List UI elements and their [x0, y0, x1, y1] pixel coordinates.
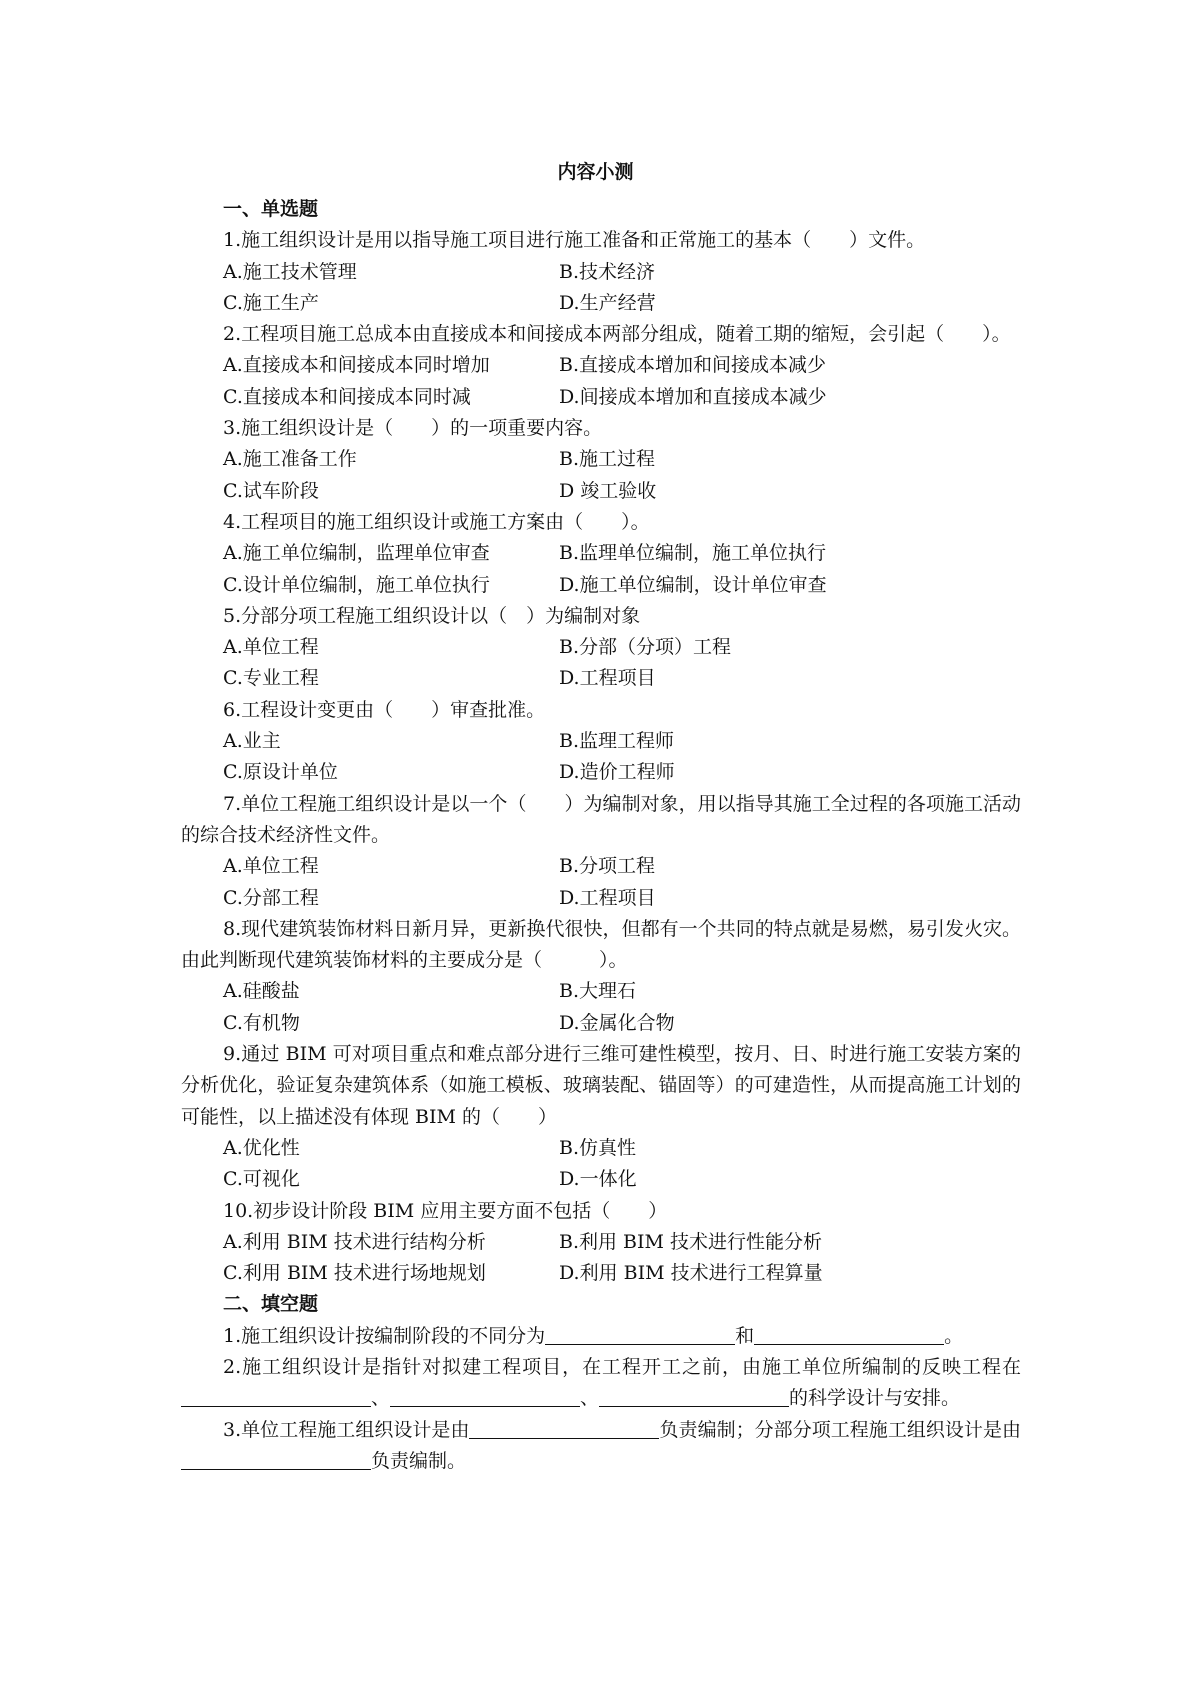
question-text: 2.工程项目施工总成本由直接成本和间接成本两部分组成，随着工期的缩短，会引起（ ）。 — [223, 323, 1011, 346]
fill-question — [181, 1415, 1021, 1478]
option-row — [181, 476, 1021, 507]
option-row — [181, 726, 1021, 757]
document-title: 内容小测 — [557, 161, 634, 183]
option-b: B.分部（分项）工程 — [559, 636, 732, 659]
option-row — [181, 663, 1021, 694]
question-item — [181, 319, 1021, 413]
answer-blank — [599, 1387, 789, 1407]
fill-text: 1.施工组织设计按编制阶段的不同分为 — [223, 1324, 546, 1347]
fill-text: 和 — [735, 1324, 755, 1347]
answer-blank — [469, 1419, 659, 1439]
option-row — [181, 976, 1021, 1007]
question-text: 7.单位工程施工组织设计是以一个（ ）为编制对象，用以指导其施工全过程的各项施工活动的综合技术经济性文件。 — [181, 792, 1021, 846]
option-d: D 竣工验收 — [559, 479, 657, 502]
answer-blank — [181, 1387, 371, 1407]
fill-question — [181, 1352, 1021, 1415]
option-row — [181, 1227, 1021, 1258]
question-item — [181, 507, 1021, 601]
option-d: D.工程项目 — [559, 667, 656, 690]
question-item — [181, 789, 1021, 914]
option-row — [181, 1258, 1021, 1289]
option-row — [181, 257, 1021, 288]
option-b: B.分项工程 — [559, 855, 656, 878]
option-a: A.优化性 — [223, 1136, 300, 1159]
fill-text: 。 — [944, 1324, 964, 1347]
option-c: C.施工生产 — [223, 291, 319, 314]
question-item — [181, 1039, 1021, 1195]
option-row — [181, 1133, 1021, 1164]
fill-text: 、 — [371, 1387, 391, 1410]
option-b: B.直接成本增加和间接成本减少 — [559, 354, 827, 377]
option-a: A.直接成本和间接成本同时增加 — [223, 354, 490, 377]
option-c: C.有机物 — [223, 1011, 300, 1034]
question-text: 10.初步设计阶段 BIM 应用主要方面不包括（ ） — [223, 1199, 668, 1222]
option-d: D.金属化合物 — [559, 1011, 675, 1034]
option-b: B.监理工程师 — [559, 730, 675, 753]
fill-text: 负责编制。 — [371, 1449, 467, 1472]
option-a: A.利用 BIM 技术进行结构分析 — [223, 1230, 486, 1253]
question-text: 6.工程设计变更由（ ）审查批准。 — [223, 698, 546, 721]
option-row — [181, 444, 1021, 475]
fill-text: 、 — [580, 1387, 600, 1410]
option-c: C.分部工程 — [223, 886, 319, 909]
option-c: C.利用 BIM 技术进行场地规划 — [223, 1262, 486, 1285]
option-d: D.间接成本增加和直接成本减少 — [559, 385, 827, 408]
option-a: A.单位工程 — [223, 636, 319, 659]
section-heading-single-choice: 一、单选题 — [223, 198, 319, 220]
option-row — [181, 350, 1021, 381]
option-a: A.施工技术管理 — [223, 260, 357, 283]
answer-blank — [754, 1325, 944, 1345]
question-item — [181, 1196, 1021, 1290]
option-row — [181, 570, 1021, 601]
fill-text: 负责编制；分部分项工程施工组织设计是由 — [659, 1418, 1021, 1441]
option-a: A.施工单位编制，监理单位审查 — [223, 542, 490, 565]
question-text: 8.现代建筑装饰材料日新月异，更新换代很快，但都有一个共同的特点就是易燃，易引发火灾。由此判断现代建筑装饰材料的主要成分是（ ）。 — [181, 917, 1021, 972]
option-row — [181, 382, 1021, 413]
option-a: A.硅酸盐 — [223, 980, 300, 1003]
document-body — [181, 194, 1021, 1477]
question-text: 3.施工组织设计是（ ）的一项重要内容。 — [223, 417, 603, 440]
question-text: 5.分部分项工程施工组织设计以（ ）为编制对象 — [223, 604, 641, 627]
option-a: A.单位工程 — [223, 855, 319, 878]
option-a: A.施工准备工作 — [223, 448, 357, 471]
question-text: 9.通过 BIM 可对项目重点和难点部分进行三维可建性模型，按月、日、时进行施工安装方案的分析优化，验证复杂建筑体系（如施工模板、玻璃装配、锚固等）的可建造性，从而提高施工计划的可能性，以上描述没有体现 BIM 的（ ） — [181, 1043, 1021, 1128]
option-row — [181, 288, 1021, 319]
option-row — [181, 1164, 1021, 1195]
question-text: 4.工程项目的施工组织设计或施工方案由（ ）。 — [223, 510, 650, 533]
question-item — [181, 413, 1021, 507]
option-row — [181, 538, 1021, 569]
answer-blank — [545, 1325, 735, 1345]
question-item — [181, 601, 1021, 695]
option-d: D.施工单位编制，设计单位审查 — [559, 573, 827, 596]
answer-blank — [181, 1450, 371, 1470]
option-a: A.业主 — [223, 730, 281, 753]
option-d: D.造价工程师 — [559, 761, 675, 784]
option-c: C.可视化 — [223, 1168, 300, 1191]
option-b: B.仿真性 — [559, 1136, 637, 1159]
option-row — [181, 883, 1021, 914]
fill-text: 3.单位工程施工组织设计是由 — [223, 1418, 470, 1441]
option-b: B.施工过程 — [559, 448, 656, 471]
option-d: D.生产经营 — [559, 291, 656, 314]
option-d: D.一体化 — [559, 1168, 637, 1191]
option-c: C.直接成本和间接成本同时减 — [223, 385, 471, 408]
answer-blank — [390, 1387, 580, 1407]
option-b: B.大理石 — [559, 980, 637, 1003]
question-item — [181, 225, 1021, 319]
question-text: 1.施工组织设计是用以指导施工项目进行施工准备和正常施工的基本（ ）文件。 — [223, 229, 926, 252]
fill-text: 的科学设计与安排。 — [789, 1387, 961, 1410]
option-c: C.设计单位编制，施工单位执行 — [223, 573, 490, 596]
option-b: B.监理单位编制，施工单位执行 — [559, 542, 827, 565]
option-b: B.利用 BIM 技术进行性能分析 — [559, 1230, 823, 1253]
question-item — [181, 695, 1021, 789]
section-heading-fill-blank: 二、填空题 — [223, 1293, 319, 1316]
option-row — [181, 632, 1021, 663]
fill-question — [181, 1321, 1021, 1352]
option-d: D.利用 BIM 技术进行工程算量 — [559, 1262, 823, 1285]
option-row — [181, 1008, 1021, 1039]
option-d: D.工程项目 — [559, 886, 656, 909]
option-row — [181, 851, 1021, 882]
option-c: C.原设计单位 — [223, 761, 338, 784]
option-b: B.技术经济 — [559, 260, 656, 283]
option-row — [181, 757, 1021, 788]
option-c: C.专业工程 — [223, 667, 319, 690]
fill-text: 2.施工组织设计是指针对拟建工程项目，在工程开工之前，由施工单位所编制的反映工程在 — [223, 1355, 1021, 1378]
question-item — [181, 914, 1021, 1039]
option-c: C.试车阶段 — [223, 479, 319, 502]
